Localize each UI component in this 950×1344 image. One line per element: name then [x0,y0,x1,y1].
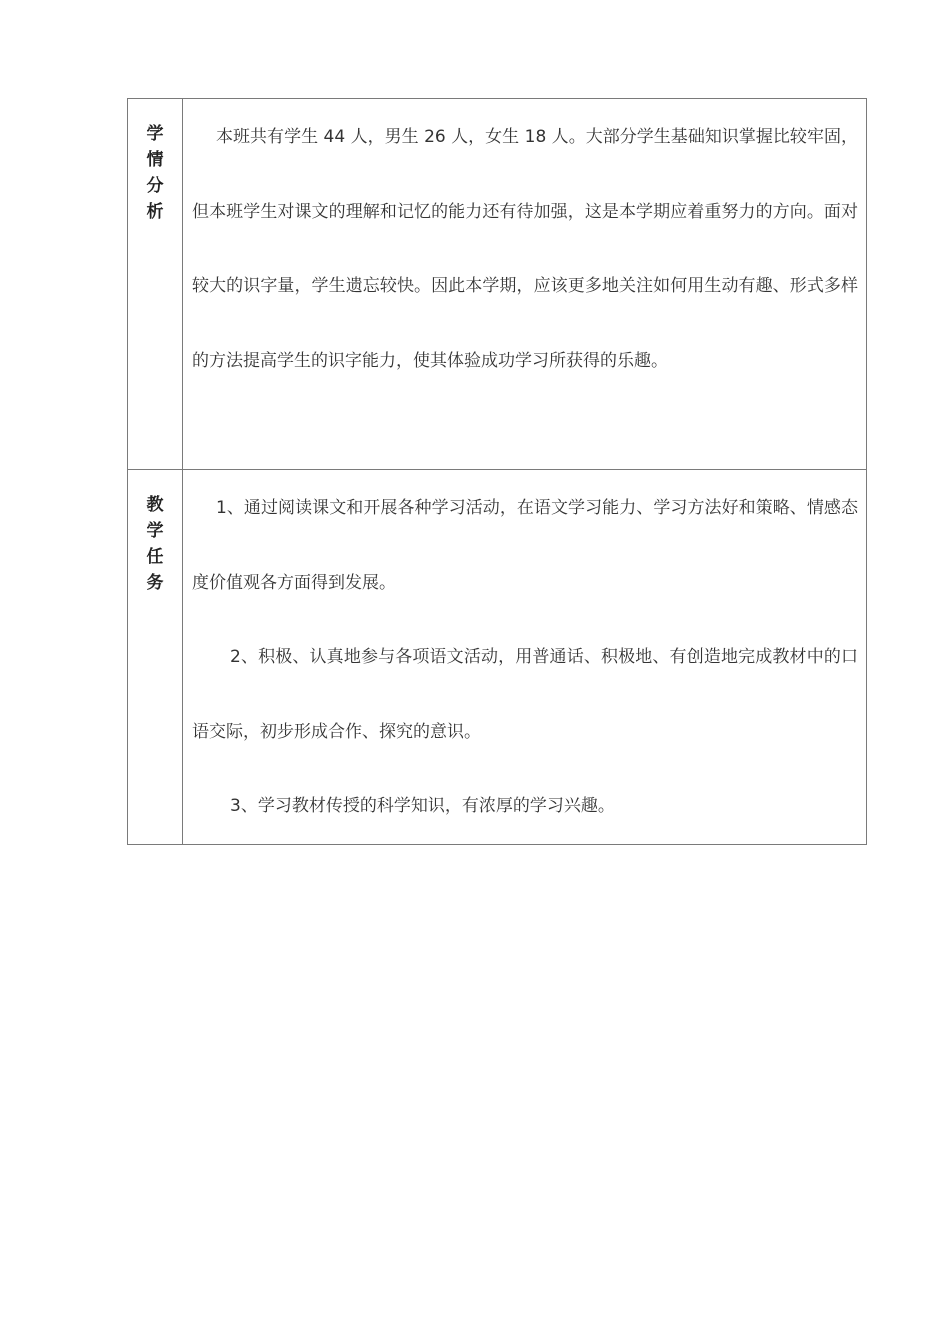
teaching-task-item-3: 3、学习教材传授的科学知识，有浓厚的学习兴趣。 [230,796,615,816]
student-analysis-label-cell [128,99,183,470]
teaching-tasks-content-cell [183,470,867,845]
student-analysis-text: 本班共有学生 44 人，男生 26 人，女生 18 人。大部分学生基础知识掌握比较牢固，但本班学生对课文的理解和记忆的能力还有待加强，这是本学期应着重努力的方向。面对较大的识字量，学生遗忘较快。因此本学期，应该更多地关注如何用生动有趣、形式多样的方法提高学生的识字能力，使其体验成功学习所获得的乐趣。 [192,127,858,371]
teaching-task-item-1: 1、通过阅读课文和开展各种学习活动，在语文学习能力、学习方法好和策略、情感态度价值观各方面得到发展。 [192,498,858,593]
teaching-tasks-label-cell [128,470,183,845]
student-analysis-content-cell [183,99,867,470]
student-analysis-label: 学情分析 [146,124,164,222]
teaching-tasks-row [128,470,867,845]
student-analysis-row [128,99,867,470]
plan-table [127,98,867,845]
teaching-task-item-2: 2、积极、认真地参与各项语文活动，用普通话、积极地、有创造地完成教材中的口语交际，初步形成合作、探究的意识。 [192,647,858,742]
teaching-tasks-label: 教学任务 [146,495,164,593]
